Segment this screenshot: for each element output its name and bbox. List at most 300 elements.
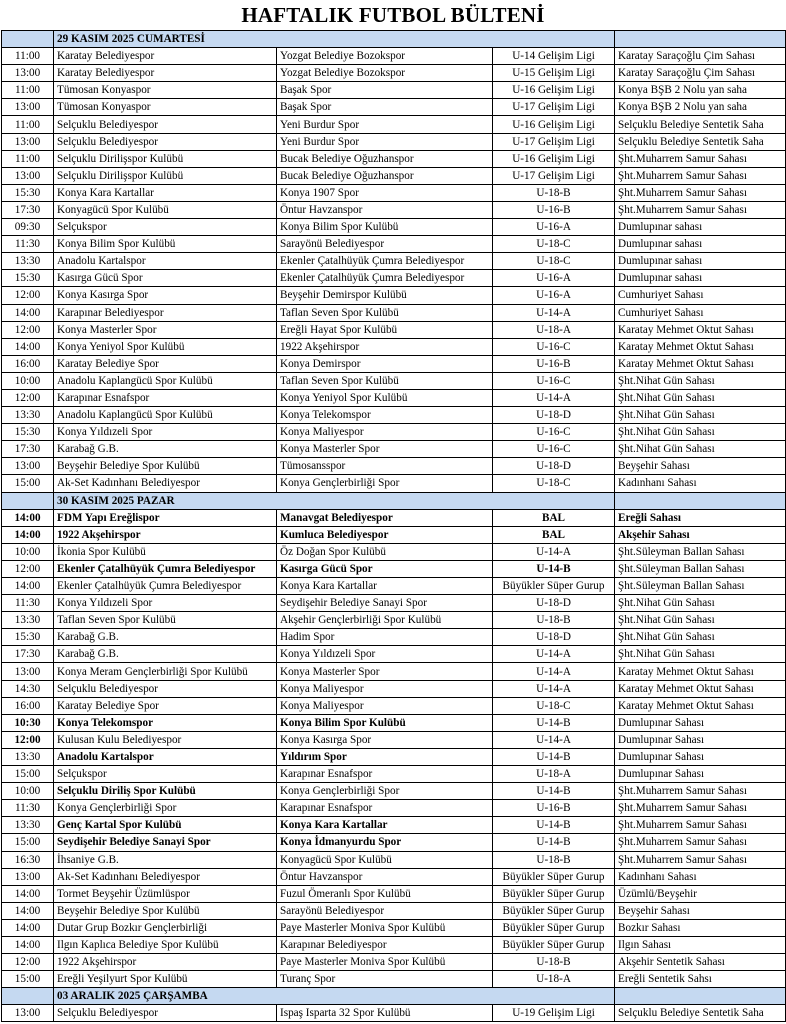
match-row [2,578,786,595]
match-time: 12:00 [2,560,54,577]
league: U-16-B [493,355,615,372]
match-time: 14:00 [2,936,54,953]
away-team: Kumluca Belediyespor [277,526,493,543]
away-team: Başak Spor [277,82,493,99]
away-team: Hadim Spor [277,629,493,646]
match-time: 17:30 [2,441,54,458]
match-row [2,783,786,800]
league: U-14-B [493,560,615,577]
home-team: Anadolu Kartalspor [54,253,277,270]
match-row [2,629,786,646]
venue: Şht.Nihat Gün Sahası [615,389,786,406]
league: U-18-C [493,236,615,253]
league: U-18-A [493,971,615,988]
match-row [2,954,786,971]
match-time: 12:00 [2,731,54,748]
home-team: Ereğli Yeşilyurt Spor Kulübü [54,971,277,988]
away-team: Akşehir Gençlerbirliği Spor Kulübü [277,612,493,629]
away-team: Ispaş Isparta 32 Spor Kulübü [277,1005,493,1022]
home-team: Ak-Set Kadınhanı Belediyespor [54,868,277,885]
away-team: Karapınar Esnafspor [277,766,493,783]
away-team: Konyagücü Spor Kulübü [277,851,493,868]
match-time: 13:30 [2,407,54,424]
league: U-18-D [493,458,615,475]
match-time: 14:00 [2,885,54,902]
venue: Şht.Muharrem Samur Sahası [615,167,786,184]
venue: Şht.Muharrem Samur Sahası [615,834,786,851]
match-row [2,885,786,902]
match-time: 16:00 [2,355,54,372]
away-team: Konya Demirspor [277,355,493,372]
match-row [2,116,786,133]
away-team: Yeni Burdur Spor [277,116,493,133]
away-team: Konya Gençlerbirliği Spor [277,475,493,492]
away-team: Paye Masterler Moniva Spor Kulübü [277,919,493,936]
venue: Dumlupınar Sahası [615,766,786,783]
match-time: 15:30 [2,270,54,287]
league: U-16 Gelişim Ligi [493,116,615,133]
home-team: İkonia Spor Kulübü [54,543,277,560]
match-time: 14:00 [2,919,54,936]
match-row [2,424,786,441]
league: Büyükler Süper Gurup [493,868,615,885]
venue: Üzümlü/Beyşehir [615,885,786,902]
match-row [2,458,786,475]
home-team: FDM Yapı Ereğlispor [54,509,277,526]
away-team: 1922 Akşehirspor [277,338,493,355]
match-time: 11:00 [2,82,54,99]
home-team: Genç Kartal Spor Kulübü [54,817,277,834]
home-team: Ekenler Çatalhüyük Çumra Belediyespor [54,560,277,577]
league: U-14-A [493,646,615,663]
venue: Dumlupınar sahası [615,219,786,236]
home-team: Karatay Belediye Spor [54,355,277,372]
section-spacer [2,492,54,509]
match-row [2,236,786,253]
home-team: Selçuklu Dirilişspor Kulübü [54,150,277,167]
venue: Bozkır Sahası [615,919,786,936]
venue: Ereğli Sentetik Sahsı [615,971,786,988]
venue: Şht.Muharrem Samur Sahası [615,817,786,834]
away-team: Konya Maliyespor [277,697,493,714]
league: U-14-B [493,817,615,834]
away-team: Taflan Seven Spor Kulübü [277,372,493,389]
league: U-16-A [493,270,615,287]
match-row [2,219,786,236]
venue: Şht.Nihat Gün Sahası [615,595,786,612]
away-team: Ekenler Çatalhüyük Çumra Belediyespor [277,253,493,270]
venue: Şht.Nihat Gün Sahası [615,441,786,458]
match-row [2,201,786,218]
league: Büyükler Süper Gurup [493,885,615,902]
home-team: Selçukspor [54,219,277,236]
home-team: Karatay Belediye Spor [54,697,277,714]
match-time: 10:30 [2,714,54,731]
match-row [2,817,786,834]
match-row [2,919,786,936]
away-team: Konya Masterler Spor [277,663,493,680]
league: U-18-C [493,475,615,492]
away-team: Yozgat Belediye Bozokspor [277,48,493,65]
match-row [2,902,786,919]
league: Büyükler Süper Gurup [493,578,615,595]
match-time: 15:30 [2,184,54,201]
home-team: Karabağ G.B. [54,629,277,646]
match-time: 13:00 [2,663,54,680]
venue: Konya BŞB 2 Nolu yan saha [615,99,786,116]
match-time: 14:00 [2,304,54,321]
match-time: 13:00 [2,868,54,885]
league: U-14-A [493,304,615,321]
match-row [2,407,786,424]
away-team: Konya Kara Kartallar [277,578,493,595]
venue: Karatay Mehmet Oktut Sahası [615,680,786,697]
venue: Akşehir Sahası [615,526,786,543]
match-time: 15:00 [2,475,54,492]
match-time: 14:00 [2,509,54,526]
match-time: 10:00 [2,372,54,389]
home-team: Ak-Set Kadınhanı Belediyespor [54,475,277,492]
league: U-18-C [493,253,615,270]
match-row [2,48,786,65]
home-team: Selçuklu Belediyespor [54,116,277,133]
venue: Şht.Süleyman Ballan Sahası [615,560,786,577]
venue: Karatay Mehmet Oktut Sahası [615,355,786,372]
venue: Ilgın Sahası [615,936,786,953]
match-row [2,868,786,885]
home-team: Konya Kara Kartallar [54,184,277,201]
schedule-table [1,30,786,1022]
away-team: Öntur Havzanspor [277,201,493,218]
section-spacer [615,492,786,509]
match-row [2,509,786,526]
home-team: 1922 Akşehirspor [54,526,277,543]
home-team: Karabağ G.B. [54,441,277,458]
section-spacer [615,988,786,1005]
league: U-14 Gelişim Ligi [493,48,615,65]
away-team: Konya Telekomspor [277,407,493,424]
match-time: 12:00 [2,389,54,406]
match-row [2,697,786,714]
venue: Şht.Muharrem Samur Sahası [615,800,786,817]
date-section-row [2,492,786,509]
away-team: Karapınar Belediyespor [277,936,493,953]
home-team: Konya Bilim Spor Kulübü [54,236,277,253]
match-time: 17:30 [2,646,54,663]
home-team: Kasırga Gücü Spor [54,270,277,287]
match-row [2,372,786,389]
away-team: Paye Masterler Moniva Spor Kulübü [277,954,493,971]
match-row [2,646,786,663]
home-team: Konya Telekomspor [54,714,277,731]
venue: Şht.Nihat Gün Sahası [615,646,786,663]
league: U-15 Gelişim Ligi [493,65,615,82]
away-team: Konya Kara Kartallar [277,817,493,834]
home-team: Tormet Beyşehir Üzümlüspor [54,885,277,902]
date-section-row [2,988,786,1005]
match-row [2,184,786,201]
match-row [2,663,786,680]
match-time: 13:00 [2,65,54,82]
league: U-18-B [493,612,615,629]
league: U-14-B [493,748,615,765]
away-team: Başak Spor [277,99,493,116]
match-row [2,355,786,372]
home-team: Selçuklu Belediyespor [54,1005,277,1022]
match-time: 17:30 [2,201,54,218]
away-team: Konya Masterler Spor [277,441,493,458]
match-time: 14:00 [2,578,54,595]
bulletin-title: HAFTALIK FUTBOL BÜLTENİ [241,3,545,27]
home-team: Konya Yıldızeli Spor [54,595,277,612]
league: U-18-B [493,954,615,971]
venue: Ereğli Sahası [615,509,786,526]
match-time: 16:30 [2,851,54,868]
league: U-16-C [493,372,615,389]
home-team: Beyşehir Belediye Spor Kulübü [54,458,277,475]
venue: Konya BŞB 2 Nolu yan saha [615,82,786,99]
match-row [2,82,786,99]
match-time: 12:00 [2,954,54,971]
match-row [2,766,786,783]
away-team: Kasırga Gücü Spor [277,560,493,577]
match-row [2,150,786,167]
home-team: Taflan Seven Spor Kulübü [54,612,277,629]
match-row [2,287,786,304]
match-row [2,543,786,560]
league: U-18-D [493,629,615,646]
venue: Dumlupınar Sahası [615,714,786,731]
match-time: 12:00 [2,321,54,338]
match-row [2,270,786,287]
league: U-19 Gelişim Ligi [493,1005,615,1022]
home-team: İhsaniye G.B. [54,851,277,868]
away-team: Taflan Seven Spor Kulübü [277,304,493,321]
home-team: Selçuklu Diriliş Spor Kulübü [54,783,277,800]
league: BAL [493,526,615,543]
venue: Karatay Mehmet Oktut Sahası [615,697,786,714]
home-team: Tümosan Konyaspor [54,82,277,99]
match-row [2,1005,786,1022]
match-row [2,971,786,988]
section-spacer [615,31,786,48]
match-time: 13:00 [2,458,54,475]
venue: Şht.Nihat Gün Sahası [615,424,786,441]
match-row [2,595,786,612]
match-time: 13:00 [2,133,54,150]
match-row [2,748,786,765]
league: U-18-D [493,407,615,424]
match-time: 14:00 [2,902,54,919]
home-team: Ekenler Çatalhüyük Çumra Belediyespor [54,578,277,595]
section-date-label: 30 KASIM 2025 PAZAR [54,492,615,509]
league: U-16-B [493,800,615,817]
home-team: Tümosan Konyaspor [54,99,277,116]
league: U-18-A [493,321,615,338]
home-team: Kulusan Kulu Belediyespor [54,731,277,748]
home-team: Anadolu Kaplangücü Spor Kulübü [54,407,277,424]
venue: Dumlupınar Sahası [615,731,786,748]
venue: Şht.Nihat Gün Sahası [615,612,786,629]
match-row [2,714,786,731]
match-time: 15:00 [2,834,54,851]
match-time: 13:00 [2,1005,54,1022]
venue: Karatay Saraçoğlu Çim Sahası [615,48,786,65]
section-date-label: 29 KASIM 2025 CUMARTESİ [54,31,615,48]
schedule-body [2,31,786,1022]
league: Büyükler Süper Gurup [493,936,615,953]
away-team: Konya Bilim Spor Kulübü [277,714,493,731]
match-row [2,389,786,406]
match-row [2,834,786,851]
venue: Şht.Süleyman Ballan Sahası [615,578,786,595]
match-row [2,560,786,577]
away-team: Seydişehir Belediye Sanayi Spor [277,595,493,612]
league: U-16 Gelişim Ligi [493,82,615,99]
home-team: Selçuklu Dirilişspor Kulübü [54,167,277,184]
league: U-18-B [493,184,615,201]
match-row [2,167,786,184]
away-team: Konya 1907 Spor [277,184,493,201]
match-row [2,800,786,817]
home-team: Selçuklu Belediyespor [54,133,277,150]
match-row [2,253,786,270]
match-time: 11:30 [2,800,54,817]
away-team: Konya Gençlerbirliği Spor [277,783,493,800]
match-row [2,612,786,629]
league: U-16-C [493,424,615,441]
section-date-label: 03 ARALIK 2025 ÇARŞAMBA [54,988,615,1005]
match-row [2,475,786,492]
league: U-14-B [493,783,615,800]
league: U-18-D [493,595,615,612]
home-team: Selçuklu Belediyespor [54,680,277,697]
match-row [2,338,786,355]
away-team: Sarayönü Belediyespor [277,902,493,919]
league: Büyükler Süper Gurup [493,919,615,936]
match-time: 11:00 [2,48,54,65]
match-time: 11:00 [2,150,54,167]
away-team: Konya Bilim Spor Kulübü [277,219,493,236]
match-time: 13:00 [2,99,54,116]
match-row [2,321,786,338]
league: U-16-B [493,201,615,218]
match-time: 09:30 [2,219,54,236]
away-team: Ereğli Hayat Spor Kulübü [277,321,493,338]
away-team: Konya Kasırga Spor [277,731,493,748]
league: U-14-A [493,731,615,748]
home-team: Seydişehir Belediye Sanayi Spor [54,834,277,851]
venue: Selçuklu Belediye Sentetik Saha [615,1005,786,1022]
league: U-14-A [493,663,615,680]
home-team: Dutar Grup Bozkır Gençlerbirliği [54,919,277,936]
league: U-14-B [493,834,615,851]
venue: Akşehir Sentetik Sahası [615,954,786,971]
away-team: Tümosansspor [277,458,493,475]
venue: Beyşehir Sahası [615,902,786,919]
match-row [2,441,786,458]
home-team: 1922 Akşehirspor [54,954,277,971]
venue: Şht.Muharrem Samur Sahası [615,184,786,201]
league: U-14-A [493,543,615,560]
match-row [2,731,786,748]
match-time: 15:00 [2,766,54,783]
match-time: 13:30 [2,748,54,765]
league: U-14-A [493,680,615,697]
away-team: Karapınar Esnafspor [277,800,493,817]
match-time: 16:00 [2,697,54,714]
match-row [2,133,786,150]
match-time: 13:30 [2,253,54,270]
match-row [2,99,786,116]
venue: Karatay Mehmet Oktut Sahası [615,338,786,355]
venue: Cumhuriyet Sahası [615,287,786,304]
league: U-16 Gelişim Ligi [493,150,615,167]
venue: Karatay Saraçoğlu Çim Sahası [615,65,786,82]
home-team: Konya Masterler Spor [54,321,277,338]
away-team: Konya Yeniyol Spor Kulübü [277,389,493,406]
match-time: 10:00 [2,543,54,560]
match-time: 13:00 [2,167,54,184]
home-team: Karabağ G.B. [54,646,277,663]
league: U-16-C [493,441,615,458]
away-team: Öntur Havzanspor [277,868,493,885]
league: U-14-B [493,714,615,731]
match-row [2,65,786,82]
venue: Şht.Muharrem Samur Sahası [615,851,786,868]
venue: Dumlupınar sahası [615,236,786,253]
away-team: Ekenler Çatalhüyük Çumra Belediyespor [277,270,493,287]
home-team: Karapınar Belediyespor [54,304,277,321]
home-team: Anadolu Kartalspor [54,748,277,765]
away-team: Konya Maliyespor [277,424,493,441]
away-team: Konya Yıldızeli Spor [277,646,493,663]
away-team: Yeni Burdur Spor [277,133,493,150]
match-time: 10:00 [2,783,54,800]
away-team: Manavgat Belediyespor [277,509,493,526]
match-row [2,304,786,321]
league: BAL [493,509,615,526]
league: U-16-A [493,287,615,304]
league: U-18-A [493,766,615,783]
venue: Şht.Muharrem Samur Sahası [615,150,786,167]
match-time: 12:00 [2,287,54,304]
league: Büyükler Süper Gurup [493,902,615,919]
away-team: Bucak Belediye Oğuzhanspor [277,167,493,184]
match-time: 14:30 [2,680,54,697]
venue: Şht.Nihat Gün Sahası [615,372,786,389]
section-spacer [2,988,54,1005]
match-time: 15:30 [2,629,54,646]
league: U-17 Gelişim Ligi [493,167,615,184]
venue: Şht.Süleyman Ballan Sahası [615,543,786,560]
match-time: 14:00 [2,338,54,355]
away-team: Turanç Spor [277,971,493,988]
home-team: Konya Gençlerbirliği Spor [54,800,277,817]
section-spacer [2,31,54,48]
match-row [2,851,786,868]
away-team: Konya Maliyespor [277,680,493,697]
home-team: Anadolu Kaplangücü Spor Kulübü [54,372,277,389]
away-team: Yıldırım Spor [277,748,493,765]
match-time: 11:30 [2,595,54,612]
match-row [2,936,786,953]
league: U-16-A [493,219,615,236]
away-team: Yozgat Belediye Bozokspor [277,65,493,82]
away-team: Sarayönü Belediyespor [277,236,493,253]
match-time: 11:00 [2,116,54,133]
venue: Kadınhanı Sahası [615,868,786,885]
